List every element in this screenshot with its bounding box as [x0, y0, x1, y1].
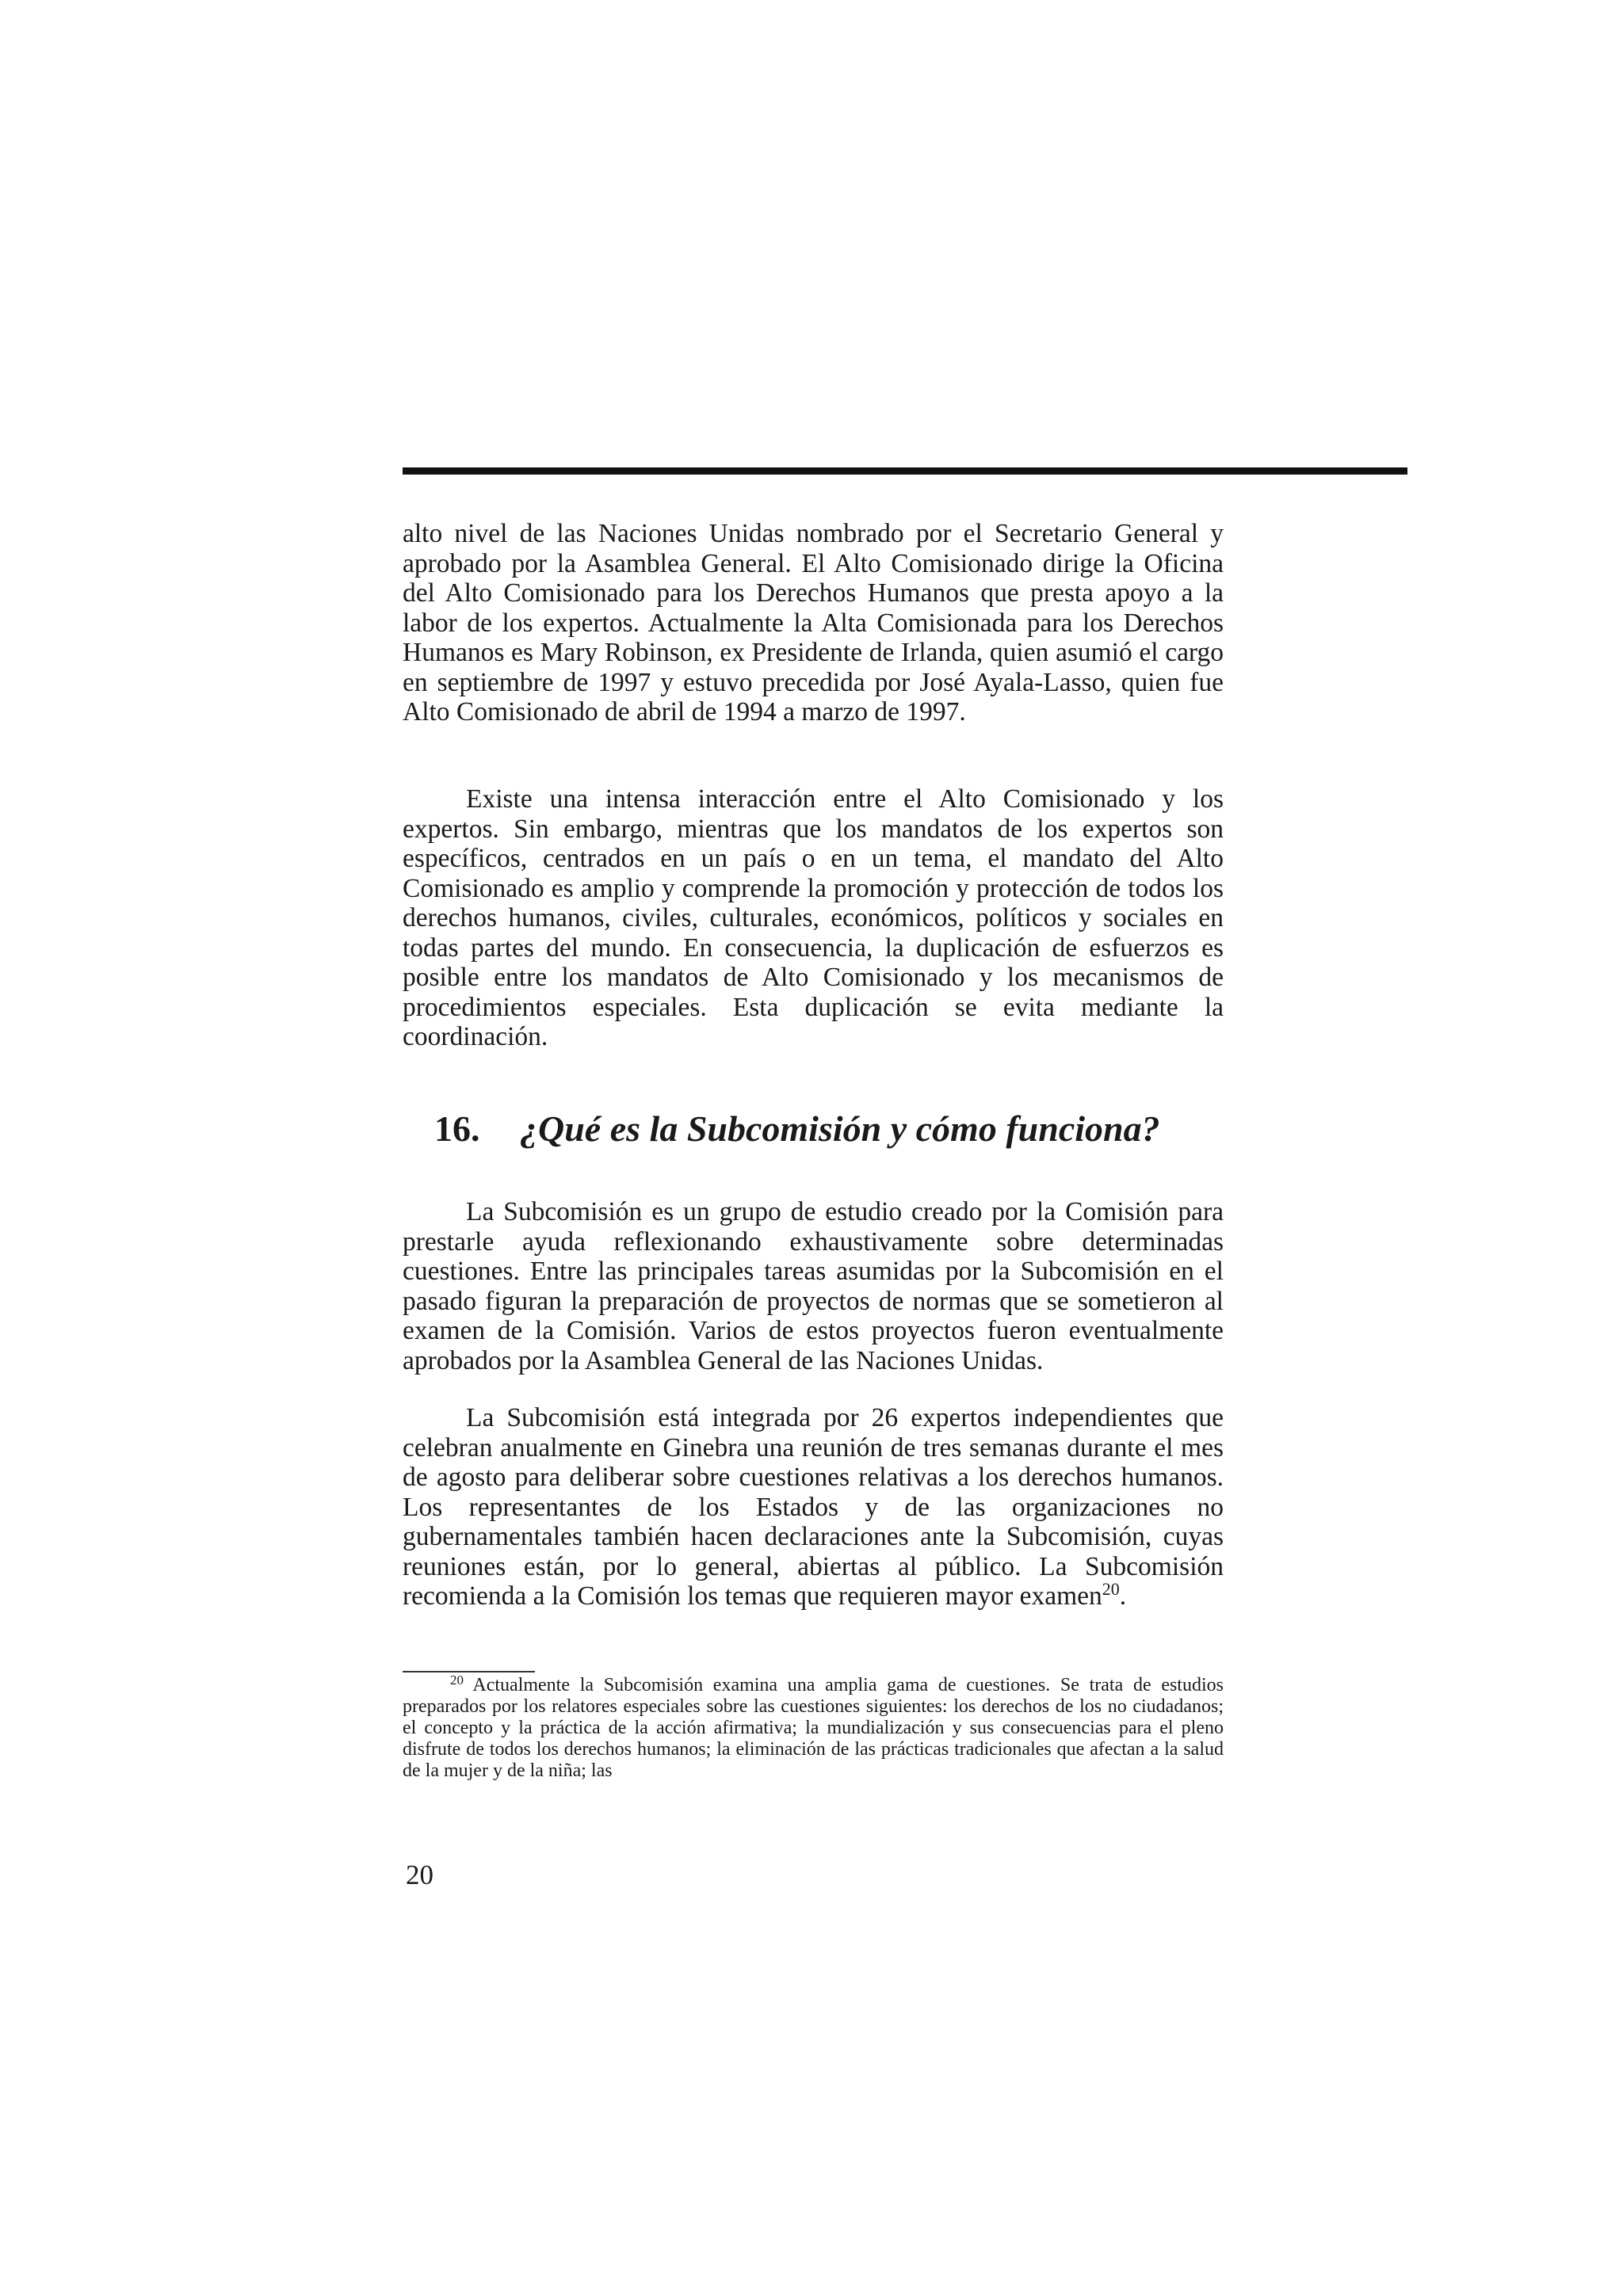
- section-number: 16.: [434, 1108, 480, 1149]
- footnote-reference[interactable]: 20: [1102, 1579, 1120, 1599]
- section-title: ¿Qué es la Subcomisión y cómo funciona?: [520, 1108, 1160, 1149]
- header-rule: [403, 467, 1407, 475]
- page-number: 20: [406, 1859, 433, 1890]
- paragraph-1-text: alto nivel de las Naciones Unidas nombrado por el Secretario General y aprobado por la Asamblea General. El Alto Comisionado dirige la Oficina del Alto Comisionado para los Derechos Humanos que presta apoyo a la labor de los expertos. Actualmente la Alta Comisionada para los Derechos Humanos es Mary Robinson, ex Presidente de Irlanda, quien asumió el cargo en septiembre de 1997 y estuvo precedida por José Ayala-Lasso, quien fue Alto Comisionado de abril de 1994 a marzo de 1997.: [403, 519, 1224, 727]
- paragraph-4-text: La Subcomisión está integrada por 26 expertos independientes que celebran anualmente en Ginebra una reunión de tres semanas durante el mes de agosto para deliberar sobre cuestiones relativas a los derechos humanos. Los representantes de los Estados y de las organizaciones no gubernamentales también hacen declaraciones ante la Subcomisión, cuyas reuniones están, por lo general, abiertas al público. La Subcomisión recomienda a la Comisión los temas que requieren mayor examen: [403, 1403, 1224, 1611]
- footnote-body: [403, 1672, 1224, 1782]
- section-heading: [434, 1108, 1160, 1150]
- paragraph-interaction: [403, 784, 1224, 1052]
- footnote: [403, 1672, 1224, 1782]
- paragraph-subcomision: [403, 1197, 1224, 1375]
- paragraph-composition: [403, 1403, 1224, 1611]
- paragraph-continued: [403, 519, 1224, 727]
- paragraph-4-body: [403, 1403, 1224, 1611]
- paragraph-3-text: La Subcomisión es un grupo de estudio creado por la Comisión para prestarle ayuda reflexionando exhaustivamente sobre determinadas cuestiones. Entre las principales tareas asumidas por la Subcomisión en el pasado figuran la preparación de proyectos de normas que se sometieron al examen de la Comisión. Varios de estos proyectos fueron eventualmente aprobados por la Asamblea General de las Naciones Unidas.: [403, 1197, 1224, 1375]
- paragraph-2-text: Existe una intensa interacción entre el Alto Comisionado y los expertos. Sin embargo, mientras que los mandatos de los expertos son específicos, centrados en un país o en un tema, el mandato del Alto Comisionado es amplio y comprende la promoción y protección de todos los derechos humanos, civiles, culturales, económicos, políticos y sociales en todas partes del mundo. En consecuencia, la duplicación de esfuerzos es posible entre los mandatos de Alto Comisionado y los mecanismos de procedimientos especiales. Esta duplicación se evita mediante la coordinación.: [403, 784, 1224, 1051]
- footnote-number: 20: [450, 1672, 464, 1688]
- footnote-separator: [403, 1671, 535, 1672]
- paragraph-4-end: .: [1119, 1581, 1127, 1611]
- footnote-text: Actualmente la Subcomisión examina una amplia gama de cuestiones. Se trata de estudios preparados por los relatores especiales sobre las cuestiones siguientes: los derechos de los no ciudadanos; el concepto y la práctica de la acción afirmativa; la mundialización y sus consecuencias para el pleno disfrute de todos los derechos humanos; la eliminación de las prácticas tradicionales que afectan a la salud de la mujer y de la niña; las: [403, 1675, 1224, 1781]
